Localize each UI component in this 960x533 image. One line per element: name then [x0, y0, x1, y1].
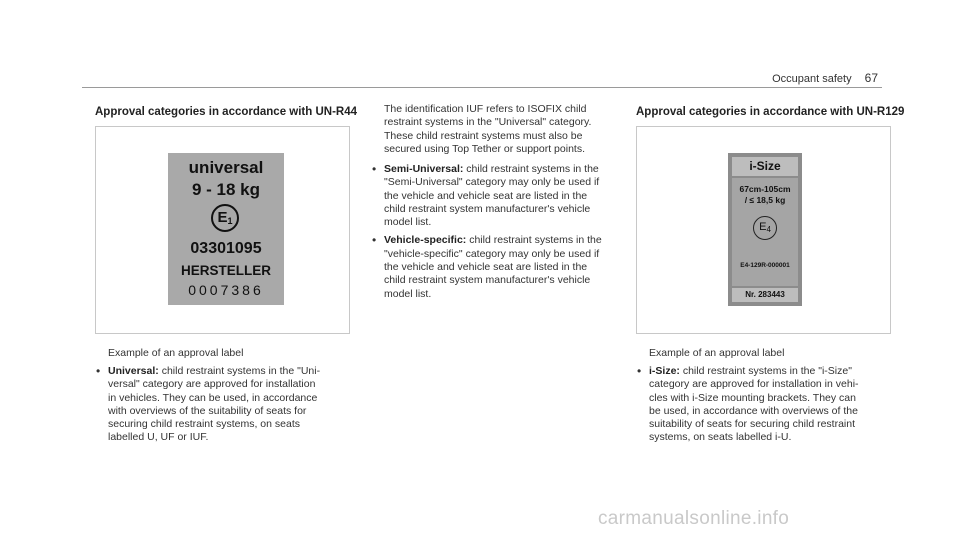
bullet-icon: • [372, 233, 377, 248]
heading-un-r44: Approval categories in accordance with UN-R44 [95, 106, 358, 118]
intro-line: The identification IUF refers to ISOFIX child [384, 103, 587, 115]
heading-un-r129: Approval categories in accordance with UN-R129 [636, 106, 905, 118]
bullet-list-categories [371, 163, 633, 306]
e-mark-letter: E [217, 209, 228, 226]
page-number: 67 [864, 71, 878, 85]
bullet-line: the vehicle and vehicle seat are listed in the [384, 189, 588, 202]
bullet-line: versal" category are approved for installation [108, 378, 316, 391]
label-title: i-Size [732, 157, 798, 176]
label-serial: Nr. 283443 [732, 288, 798, 302]
bullet-line: model list. [384, 287, 432, 300]
label-manufacturer: HERSTELLER [180, 263, 271, 278]
bullet-line: the vehicle and vehicle seat are listed in the [384, 261, 588, 274]
bullet-line: child restraint systems in the "i-Size" [682, 365, 852, 377]
bullet-icon: • [96, 364, 101, 378]
e-mark-icon [753, 216, 777, 240]
isofix-intro [384, 103, 634, 156]
bullet-line: category are approved for installation in vehi- [649, 378, 859, 391]
e-mark-number: 4 [766, 225, 771, 234]
section-title: Occupant safety [772, 73, 852, 85]
approval-label-r129 [728, 153, 802, 306]
label-approval-number: 03301095 [190, 240, 262, 257]
label-weight-range: 9 - 18 kg [191, 180, 261, 199]
label-approval-number: E4-129R-000001 [740, 262, 790, 269]
e-mark-letter: E [759, 221, 767, 233]
intro-line: restraint systems in the "Universal" category. [384, 116, 592, 129]
label-category: universal [188, 158, 264, 177]
caption-r44: Example of an approval label [108, 347, 244, 359]
list-item [95, 365, 355, 445]
caption-r129: Example of an approval label [649, 347, 785, 359]
bullet-line: child restraint systems in the "Uni- [161, 365, 321, 377]
label-body [732, 178, 798, 286]
bullet-icon: • [637, 364, 642, 378]
bullet-line: child restraint systems in the [466, 163, 599, 175]
watermark: carmanualsonline.info [598, 508, 790, 529]
bullet-icon: • [372, 162, 377, 176]
bullet-line: securing child restraint systems, on seats [108, 418, 300, 431]
bullet-line: in vehicles. They can be used, in accordance [108, 391, 318, 404]
page-header [772, 71, 878, 85]
list-item [636, 365, 898, 445]
bullet-term: Vehicle-specific: [384, 234, 467, 247]
approval-label-r44 [168, 153, 284, 305]
e-mark-icon [211, 204, 239, 232]
bullet-line: "vehicle-specific" category may only be used if [384, 247, 600, 260]
label-weight-limit: / ≤ 18,5 kg [744, 195, 786, 205]
bullet-line: model list. [384, 216, 432, 229]
bullet-term: Universal: [108, 365, 159, 377]
list-item [371, 163, 633, 229]
bullet-line: with overviews of the suitability of seats for [108, 404, 307, 417]
list-item [371, 234, 633, 300]
bullet-line: cles with i-Size mounting brackets. They can [649, 391, 856, 404]
bullet-line: suitability of seats for securing child restraint [649, 418, 856, 431]
bullet-list-r44 [95, 365, 355, 450]
bullet-line: systems, on seats labelled i-U. [649, 431, 792, 444]
bullet-term: Semi-Universal: [384, 163, 464, 175]
intro-line: These child restraint systems must also be [384, 129, 583, 142]
bullet-line: child restraint system manufacturer's vehicle [384, 274, 591, 287]
bullet-line: "Semi-Universal" category may only be used if [384, 176, 600, 189]
bullet-list-r129 [636, 365, 898, 450]
header-rule [82, 87, 882, 88]
bullet-line: be used, in accordance with overviews of the [649, 404, 858, 417]
bullet-line: labelled U, UF or IUF. [108, 431, 209, 444]
label-stature-range: 67cm-105cm [739, 184, 791, 194]
bullet-term: i-Size: [649, 365, 680, 377]
intro-line: secured using Top Tether or support points. [384, 142, 585, 155]
label-serial: 0007386 [188, 282, 264, 298]
bullet-line: child restraint system manufacturer's vehicle [384, 202, 591, 215]
bullet-line: child restraint systems in the [469, 234, 602, 247]
e-mark-number: 1 [227, 216, 233, 226]
